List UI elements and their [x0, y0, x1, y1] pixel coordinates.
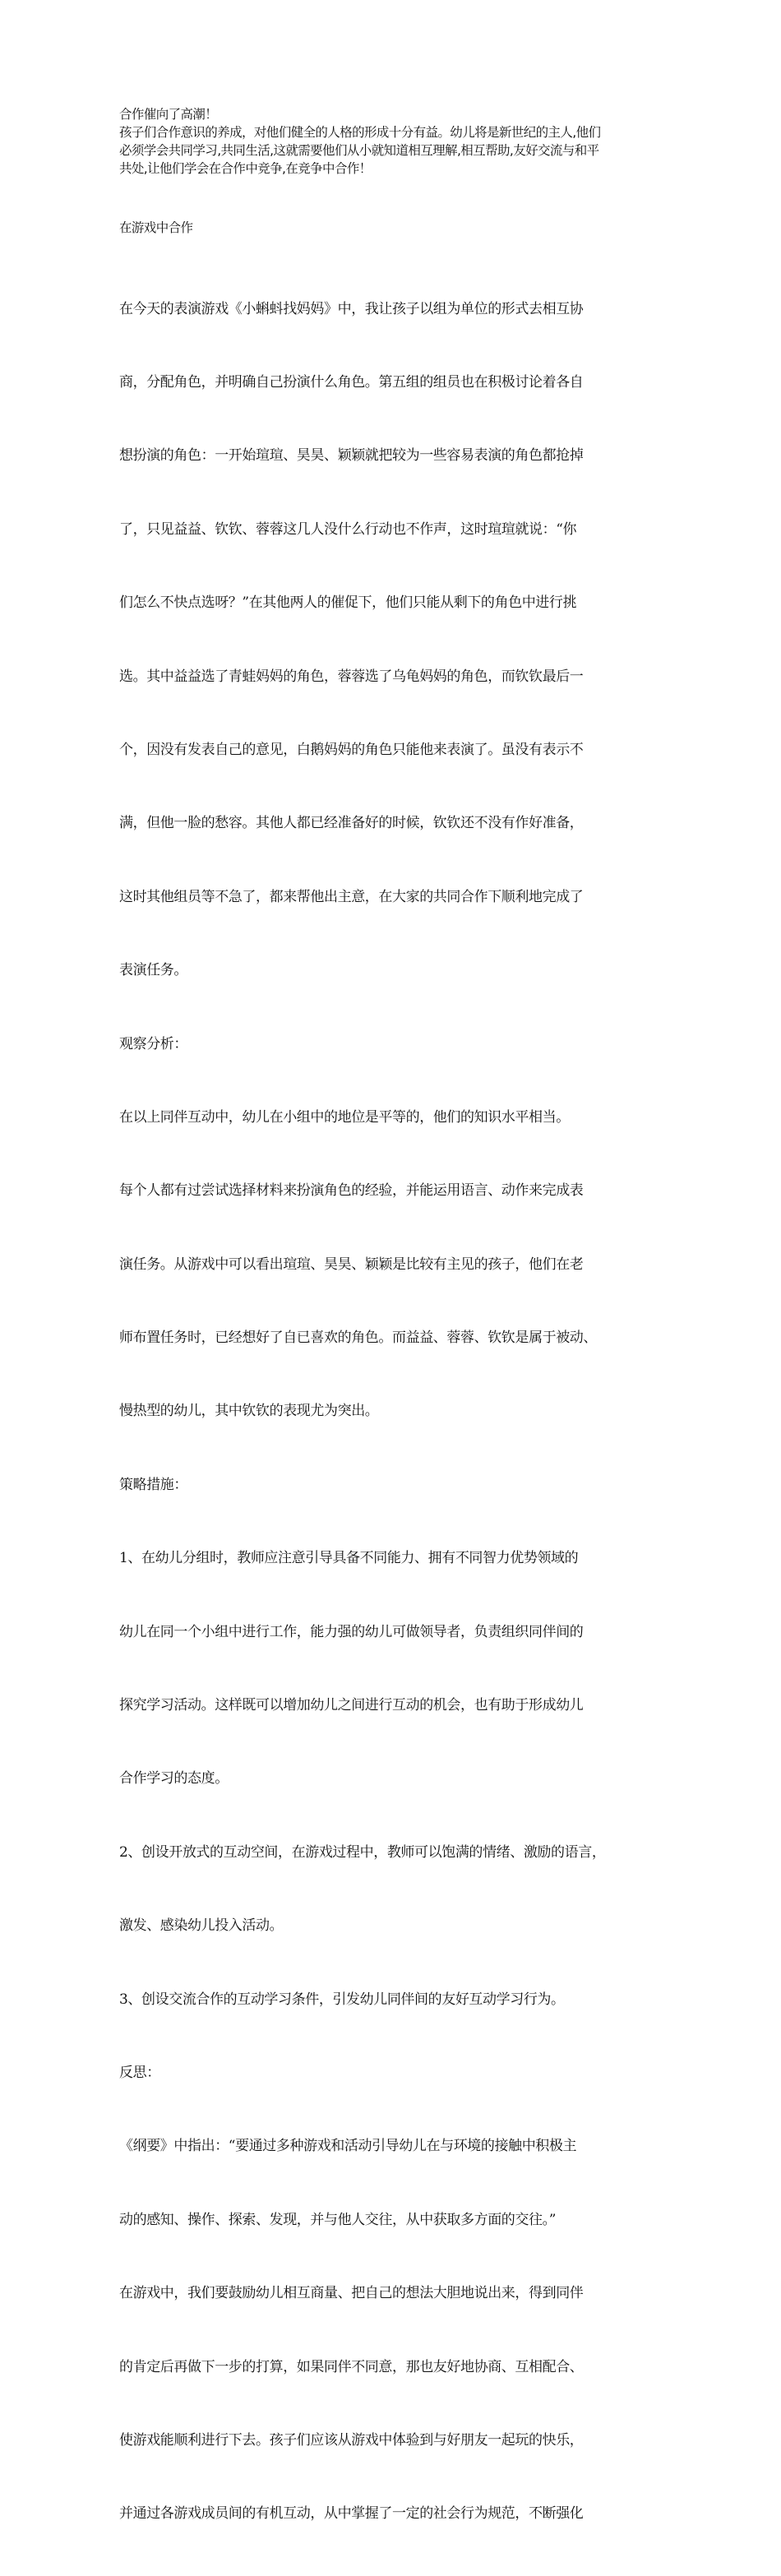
body-line: 选。其中益益选了青蛙妈妈的角色，蓉蓉选了乌龟妈妈的角色，而钦钦最后一 [119, 668, 584, 685]
intro-line: 必须学会共同学习,共同生活,这就需要他们从小就知道相互理解,相互帮助,友好交流与和平 [119, 143, 599, 158]
reflection-heading: 反思： [119, 2064, 160, 2081]
body-line: 1、在幼儿分组时，教师应注意引导具备不同能力、拥有不同智力优势领域的 [119, 1550, 579, 1567]
article-body [119, 248, 686, 2576]
body-line: 们怎么不快点选呀？”在其他两人的催促下，他们只能从剩下的角色中进行挑 [119, 594, 577, 612]
section-title: 在游戏中合作 [119, 220, 193, 235]
body-line: 探究学习活动。这样既可以增加幼儿之间进行互动的机会，也有助于形成幼儿 [119, 1697, 584, 1714]
body-line: 合作学习的态度。 [119, 1770, 229, 1787]
observation-heading: 观察分析： [119, 1035, 187, 1052]
intro-paragraph [119, 105, 686, 178]
body-line: 2、创设开放式的互动空间，在游戏过程中，教师可以饱满的情绪、激励的语言， [119, 1843, 606, 1861]
body-line: 的肯定后再做下一步的打算，如果同伴不同意，那也友好地协商、互相配合、 [119, 2358, 584, 2375]
body-line: 在游戏中，我们要鼓励幼儿相互商量、把自己的想法大胆地说出来，得到同伴 [119, 2285, 584, 2302]
body-line: 激发、感染幼儿投入活动。 [119, 1917, 284, 1935]
body-line: 慢热型的幼儿，其中钦钦的表现尤为突出。 [119, 1403, 379, 1420]
body-line: 表演任务。 [119, 962, 187, 979]
body-line: 演任务。从游戏中可以看出瑄瑄、昊昊、颖颖是比较有主见的孩子，他们在老 [119, 1256, 584, 1273]
body-line: 动的感知、操作、探索、发现，并与他人交往，从中获取多方面的交往。” [119, 2211, 556, 2228]
body-line: 并通过各游戏成员间的有机互动，从中掌握了一定的社会行为规范，不断强化 [119, 2505, 584, 2523]
body-line: 个，因没有发表自己的意见，白鹅妈妈的角色只能他来表演了。虽没有表示不 [119, 741, 584, 758]
body-line: 使游戏能顺利进行下去。孩子们应该从游戏中体验到与好朋友一起玩的快乐， [119, 2431, 584, 2449]
strategy-heading: 策略措施： [119, 1476, 187, 1493]
body-line: 《纲要》中指出：“要通过多种游戏和活动引导幼儿在与环境的接触中积极主 [119, 2138, 577, 2155]
body-line: 师布置任务时，已经想好了自已喜欢的角色。而益益、蓉蓉、钦钦是属于被动、 [119, 1330, 597, 1347]
body-line: 在今天的表演游戏《小蝌蚪找妈妈》中，我让孩子以组为单位的形式去相互协 [119, 300, 584, 317]
body-line: 商，分配角色，并明确自己扮演什么角色。第五组的组员也在积极讨论着各自 [119, 373, 584, 391]
body-line: 3、创设交流合作的互动学习条件，引发幼儿同伴间的友好互动学习行为。 [119, 1991, 565, 2008]
body-line: 在以上同伴互动中，幼儿在小组中的地位是平等的，他们的知识水平相当。 [119, 1108, 570, 1126]
body-line: 这时其他组员等不急了，都来帮他出主意，在大家的共同合作下顺利地完成了 [119, 888, 584, 905]
body-line: 满，但他一脸的愁容。其他人都已经准备好的时候，钦钦还不没有作好准备， [119, 815, 584, 832]
body-line: 了，只见益益、钦钦、蓉蓉这几人没什么行动也不作声，这时瑄瑄就说：“你 [119, 520, 577, 538]
intro-line: 孩子们合作意识的养成，对他们健全的人格的形成十分有益。幼儿将是新世纪的主人,他们 [119, 125, 601, 140]
intro-line: 合作催向了高潮！ [119, 107, 218, 122]
body-line: 想扮演的角色：一开始瑄瑄、昊昊、颖颖就把较为一些容易表演的角色都抢掉 [119, 447, 584, 465]
body-line: 幼儿在同一个小组中进行工作，能力强的幼儿可做领导者，负责组织同伴间的 [119, 1623, 584, 1640]
intro-line: 共处,让他们学会在合作中竞争,在竞争中合作！ [119, 161, 372, 176]
body-line: 每个人都有过尝试选择材料来扮演角色的经验，并能运用语言、动作来完成表 [119, 1182, 584, 1200]
